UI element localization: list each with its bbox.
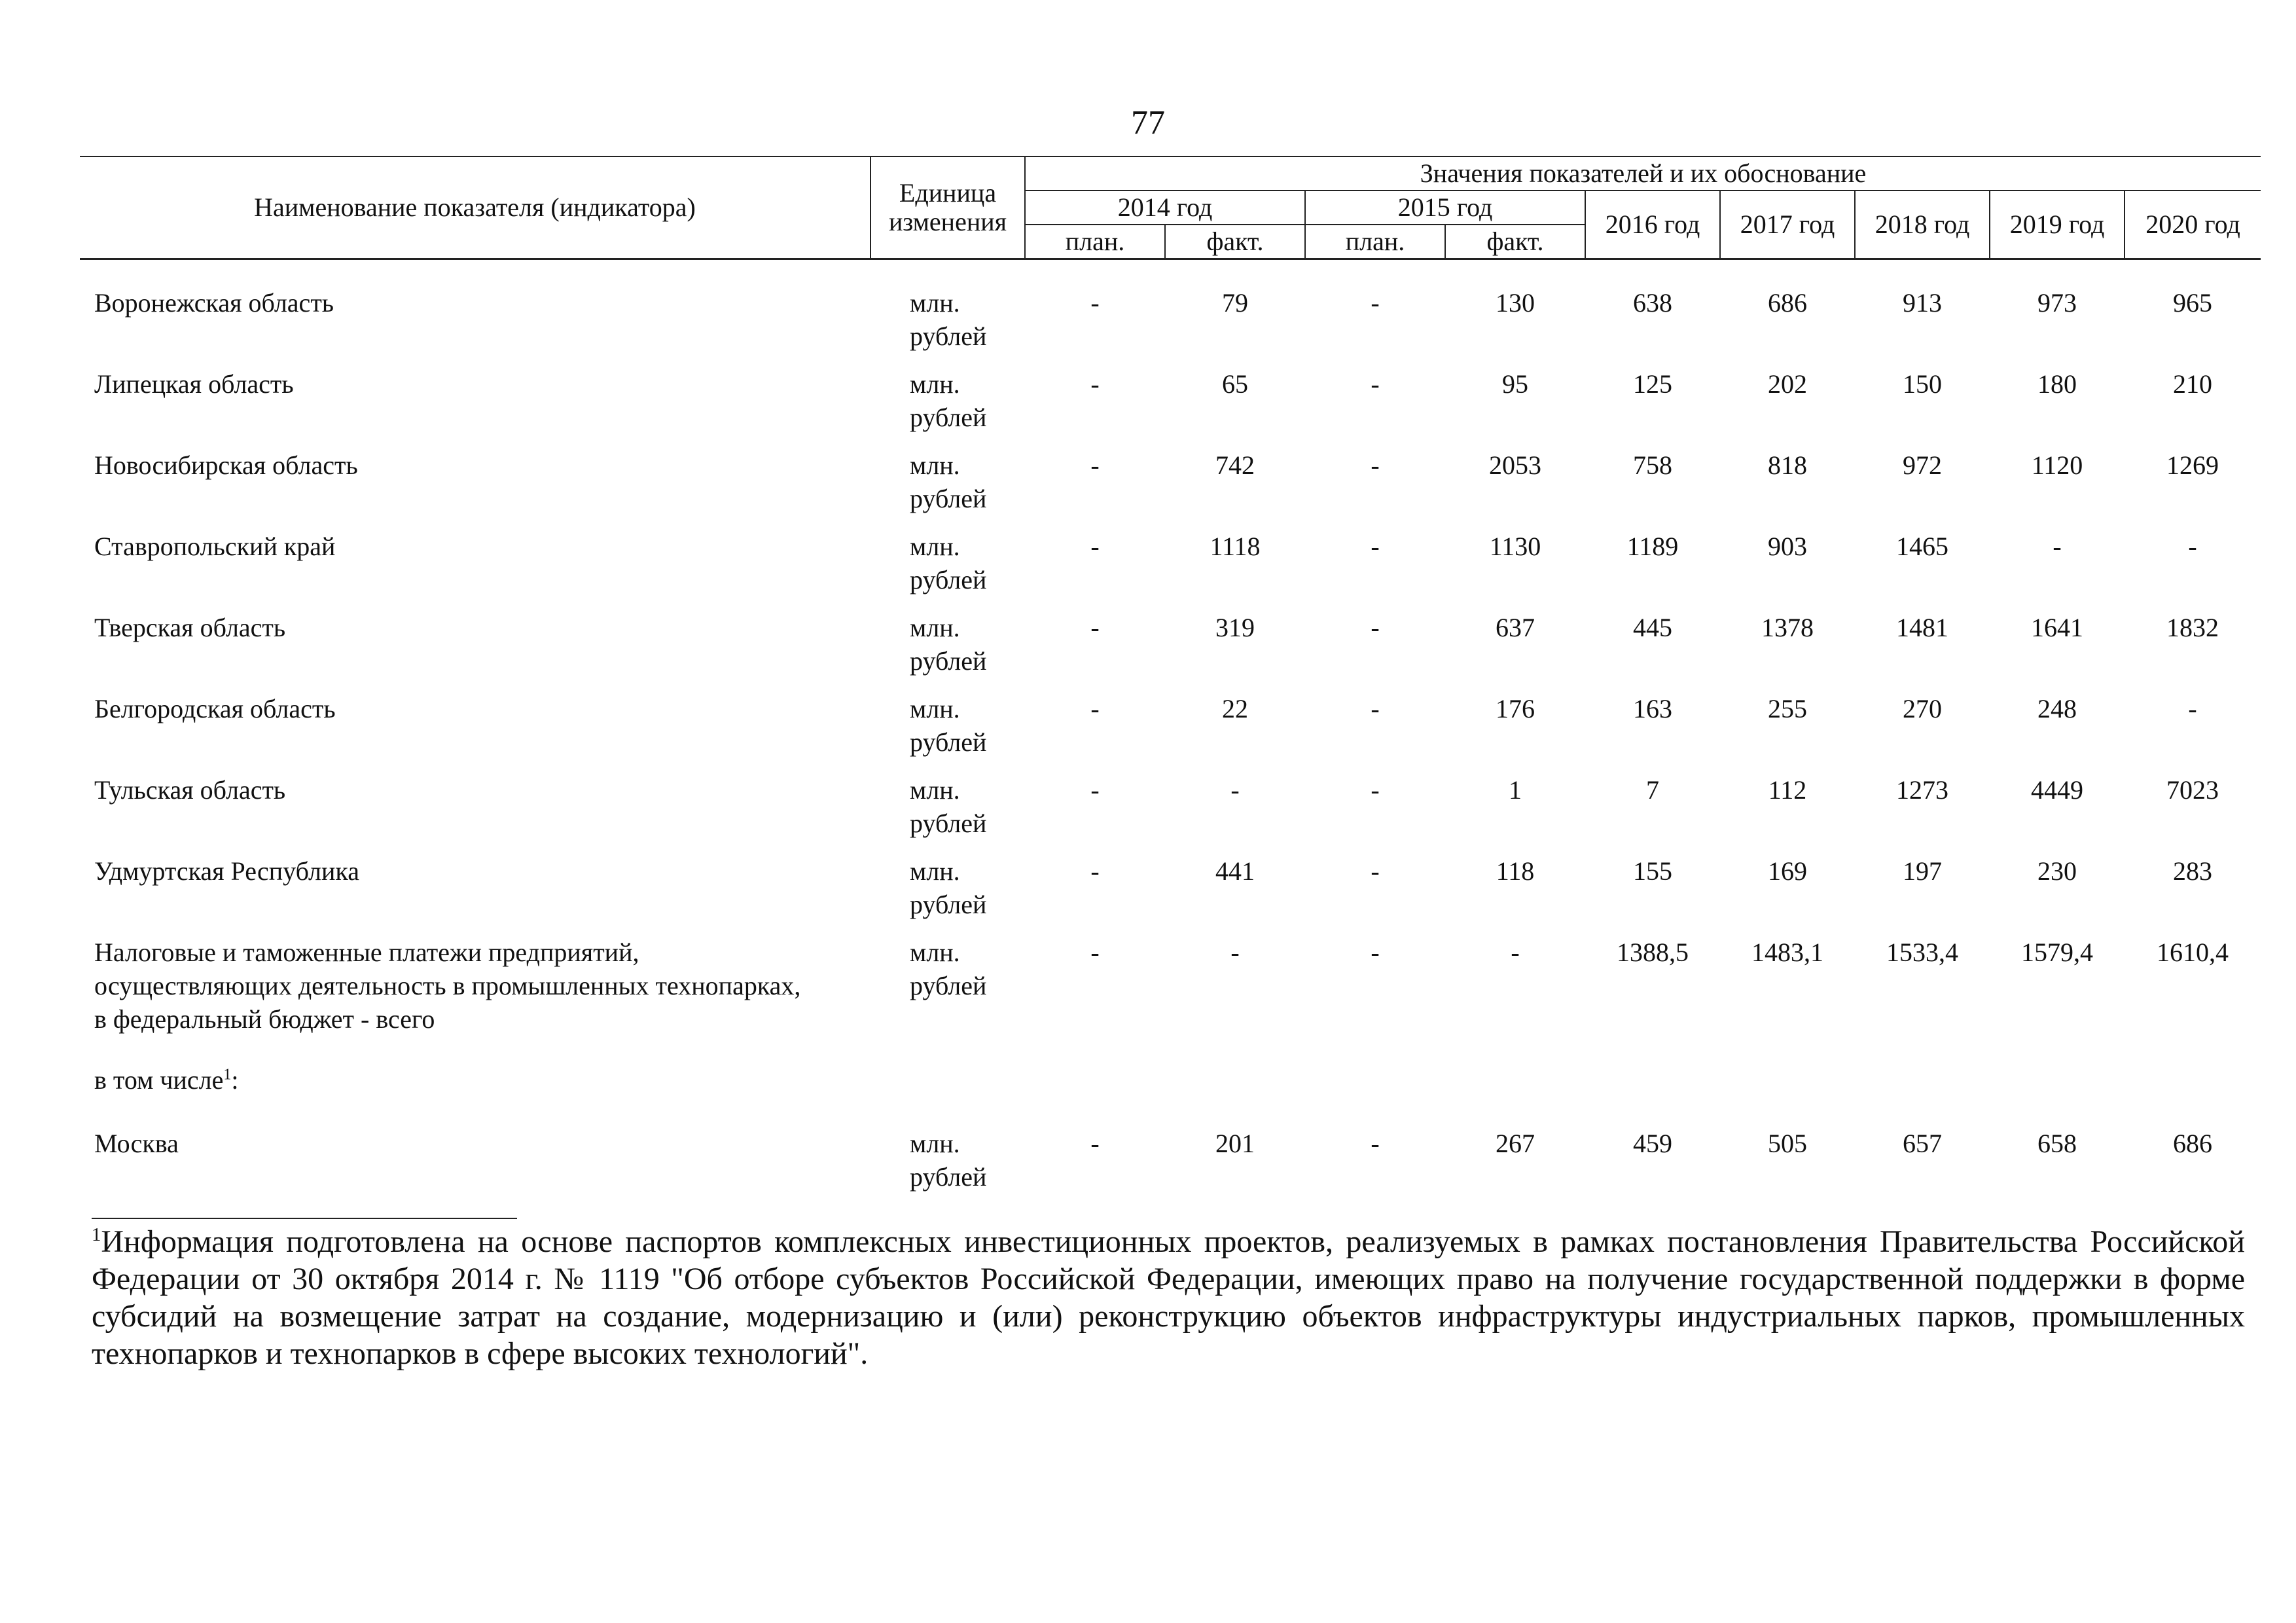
value-cell: 176 <box>1496 694 1535 723</box>
value-cell: - <box>1090 369 1100 399</box>
indicator-name-line: Тульская область <box>94 775 286 805</box>
footnote-rule <box>92 1218 517 1219</box>
value-cell: 112 <box>1768 775 1807 805</box>
value-cell: 903 <box>1768 532 1807 561</box>
value-cell: 118 <box>1496 856 1535 886</box>
value-cell: 125 <box>1633 369 1672 399</box>
unit-cell-line: рублей <box>910 971 987 1000</box>
value-cell: - <box>1090 775 1100 805</box>
value-cell: 1189 <box>1626 532 1679 561</box>
unit-cell-line: млн. <box>910 775 960 805</box>
table-row <box>80 611 2261 692</box>
unit-cell-line: млн. <box>910 613 960 642</box>
table-header <box>80 156 2261 259</box>
value-cell: 1120 <box>2031 450 2083 480</box>
unit-cell-line: млн. <box>910 1129 960 1158</box>
page-number: 77 <box>1131 104 1165 141</box>
value-cell: 1118 <box>1210 532 1261 561</box>
indicator-name <box>80 367 870 448</box>
value-cell: 742 <box>1215 450 1255 480</box>
indicator-name-line: Ставропольский край <box>94 532 336 561</box>
unit-cell-line: рублей <box>910 727 987 757</box>
table-row <box>80 448 2261 530</box>
header-values-group: Значения показателей и их обоснование <box>1025 156 2261 191</box>
indicator-name-line: Удмуртская Республика <box>94 856 359 886</box>
table-row <box>80 936 2261 1050</box>
value-cell: 1533,4 <box>1886 938 1958 967</box>
value-cell: - <box>2053 532 2062 561</box>
value-cell: 638 <box>1633 288 1672 318</box>
indicator-name <box>80 611 870 692</box>
value-cell: - <box>1371 613 1380 642</box>
value-cell: 1483,1 <box>1751 938 1823 967</box>
header-2014-fact: факт. <box>1165 225 1305 259</box>
footnote-reference: 1 <box>223 1066 232 1084</box>
value-cell: - <box>1371 694 1380 723</box>
unit-cell <box>870 936 1025 1050</box>
value-cell: 270 <box>1903 694 1942 723</box>
header-year-2016: 2016 год <box>1585 191 1720 259</box>
unit-cell <box>870 611 1025 692</box>
indicator-name-line: Новосибирская область <box>94 450 358 480</box>
table-row <box>80 692 2261 773</box>
unit-cell-line: рублей <box>910 809 987 838</box>
unit-cell-line: млн. <box>910 288 960 318</box>
value-cell: 22 <box>1222 694 1248 723</box>
including-note <box>80 1050 2261 1127</box>
unit-cell-line: млн. <box>910 938 960 967</box>
header-2015-plan: план. <box>1305 225 1445 259</box>
value-cell: - <box>1371 288 1380 318</box>
value-cell: - <box>2188 694 2197 723</box>
value-cell: 202 <box>1768 369 1807 399</box>
unit-cell <box>870 286 1025 367</box>
value-cell: 319 <box>1215 613 1255 642</box>
table-row <box>80 367 2261 448</box>
value-cell: - <box>1090 938 1100 967</box>
value-cell: - <box>1090 450 1100 480</box>
unit-cell-line: млн. <box>910 856 960 886</box>
value-cell: - <box>1090 288 1100 318</box>
value-cell: 65 <box>1222 369 1248 399</box>
header-year-2019: 2019 год <box>1990 191 2125 259</box>
unit-cell-line: рублей <box>910 565 987 594</box>
table-row <box>80 1127 2261 1208</box>
header-year-2015: 2015 год <box>1305 191 1585 225</box>
value-cell: - <box>1371 532 1380 561</box>
unit-cell-line: рублей <box>910 646 987 676</box>
value-cell: 1579,4 <box>2021 938 2093 967</box>
value-cell: 913 <box>1903 288 1942 318</box>
footnote-text: Информация подготовлена на основе паспортов комплексных инвестиционных проектов, реализуемых в рамках постановления Правительства Российской Федерации от 30 октября 2014 г. № 1119 "Об отборе субъектов Российской Федерации, имеющих право на получение государственной поддержки в форме субсидий на возмещение затрат на создание, модернизацию и (или) реконструкцию объектов инфраструктуры индустриальных парков, промышленных технопарков и технопарков в сфере высоких технологий". <box>92 1224 2245 1371</box>
value-cell: - <box>1090 856 1100 886</box>
value-cell: 130 <box>1496 288 1535 318</box>
value-cell: 1832 <box>2166 613 2219 642</box>
value-cell: 973 <box>2037 288 2077 318</box>
value-cell: 1 <box>1509 775 1522 805</box>
indicator-name <box>80 530 870 611</box>
value-cell: 1269 <box>2166 450 2219 480</box>
indicator-name <box>80 448 870 530</box>
unit-cell-line: млн. <box>910 450 960 480</box>
indicator-name <box>80 936 870 1050</box>
table-row <box>80 854 2261 936</box>
header-indicator-name: Наименование показателя (индикатора) <box>80 156 870 259</box>
value-cell: 505 <box>1768 1129 1807 1158</box>
value-cell: 441 <box>1215 856 1255 886</box>
indicator-name-line: Москва <box>94 1129 179 1158</box>
header-year-2017: 2017 год <box>1720 191 1855 259</box>
value-cell: - <box>1090 1129 1100 1158</box>
indicator-name-line: Белгородская область <box>94 694 336 723</box>
value-cell: - <box>1371 369 1380 399</box>
value-cell: 1388,5 <box>1617 938 1689 967</box>
value-cell: 197 <box>1903 856 1942 886</box>
value-cell: 7023 <box>2166 775 2219 805</box>
value-cell: 758 <box>1633 450 1672 480</box>
value-cell: 658 <box>2037 1129 2077 1158</box>
value-cell: - <box>2188 532 2197 561</box>
value-cell: 637 <box>1496 613 1535 642</box>
value-cell: 95 <box>1502 369 1528 399</box>
value-cell: - <box>1090 532 1100 561</box>
including-note-suffix: : <box>231 1065 239 1095</box>
value-cell: 972 <box>1903 450 1942 480</box>
value-cell: 163 <box>1633 694 1672 723</box>
value-cell: 7 <box>1646 775 1659 805</box>
value-cell: 686 <box>2173 1129 2213 1158</box>
value-cell: 150 <box>1903 369 1942 399</box>
indicator-name <box>80 1127 870 1208</box>
value-cell: 1273 <box>1896 775 1948 805</box>
value-cell: 2053 <box>1489 450 1541 480</box>
value-cell: 255 <box>1768 694 1807 723</box>
value-cell: - <box>1371 1129 1380 1158</box>
value-cell: - <box>1090 613 1100 642</box>
value-cell: 445 <box>1633 613 1672 642</box>
value-cell: 169 <box>1768 856 1807 886</box>
indicator-name <box>80 692 870 773</box>
value-cell: 686 <box>1768 288 1807 318</box>
value-cell: 79 <box>1222 288 1248 318</box>
value-cell: 1610,4 <box>2157 938 2229 967</box>
header-year-2014: 2014 год <box>1025 191 1305 225</box>
value-cell: - <box>1371 856 1380 886</box>
value-cell: - <box>1230 775 1240 805</box>
header-year-2018: 2018 год <box>1855 191 1990 259</box>
value-cell: 201 <box>1215 1129 1255 1158</box>
unit-cell <box>870 854 1025 936</box>
table-row <box>80 530 2261 611</box>
value-cell: 1378 <box>1761 613 1814 642</box>
table-row <box>80 286 2261 367</box>
value-cell: 180 <box>2037 369 2077 399</box>
unit-cell <box>870 1127 1025 1208</box>
value-cell: - <box>1230 938 1240 967</box>
unit-cell-line: рублей <box>910 403 987 432</box>
value-cell: 4449 <box>2031 775 2083 805</box>
unit-cell-line: рублей <box>910 890 987 919</box>
value-cell: - <box>1371 450 1380 480</box>
value-cell: 1465 <box>1896 532 1948 561</box>
value-cell: 657 <box>1903 1129 1942 1158</box>
value-cell: - <box>1090 694 1100 723</box>
footnote <box>92 1223 2245 1372</box>
unit-cell <box>870 773 1025 854</box>
indicator-name-line: в федеральный бюджет - всего <box>94 1004 435 1034</box>
value-cell: 248 <box>2037 694 2077 723</box>
indicators-table <box>80 156 2261 1208</box>
indicator-name <box>80 773 870 854</box>
including-row <box>80 1050 2261 1127</box>
indicator-name <box>80 286 870 367</box>
value-cell: 965 <box>2173 288 2213 318</box>
header-unit: Единица изменения <box>870 156 1025 259</box>
indicator-name-line: Липецкая область <box>94 369 294 399</box>
indicator-name-line: Налоговые и таможенные платежи предприятий, <box>94 938 639 967</box>
value-cell: 1130 <box>1489 532 1541 561</box>
unit-cell <box>870 448 1025 530</box>
unit-cell-line: рублей <box>910 484 987 513</box>
header-2015-fact: факт. <box>1445 225 1585 259</box>
unit-cell-line: млн. <box>910 694 960 723</box>
indicator-name-line: осуществляющих деятельность в промышленных технопарках, <box>94 971 801 1000</box>
value-cell: 210 <box>2173 369 2213 399</box>
value-cell: 230 <box>2037 856 2077 886</box>
unit-cell-line: млн. <box>910 369 960 399</box>
unit-cell <box>870 367 1025 448</box>
including-note-text: в том числе <box>94 1065 224 1095</box>
value-cell: 155 <box>1633 856 1672 886</box>
value-cell: - <box>1371 938 1380 967</box>
footnote-marker: 1 <box>92 1224 101 1245</box>
value-cell: 267 <box>1496 1129 1535 1158</box>
indicator-name-line: Воронежская область <box>94 288 334 318</box>
unit-cell-line: млн. <box>910 532 960 561</box>
unit-cell-line: рублей <box>910 321 987 351</box>
unit-cell <box>870 692 1025 773</box>
value-cell: 283 <box>2173 856 2213 886</box>
header-2014-plan: план. <box>1025 225 1165 259</box>
table-row <box>80 773 2261 854</box>
indicator-name <box>80 854 870 936</box>
value-cell: - <box>1511 938 1520 967</box>
unit-cell-line: рублей <box>910 1162 987 1192</box>
unit-cell <box>870 530 1025 611</box>
value-cell: - <box>1371 775 1380 805</box>
indicator-name-line: Тверская область <box>94 613 286 642</box>
header-year-2020: 2020 год <box>2125 191 2261 259</box>
table-body <box>80 259 2261 1209</box>
value-cell: 1641 <box>2031 613 2083 642</box>
value-cell: 818 <box>1768 450 1807 480</box>
value-cell: 1481 <box>1896 613 1948 642</box>
value-cell: 459 <box>1633 1129 1672 1158</box>
